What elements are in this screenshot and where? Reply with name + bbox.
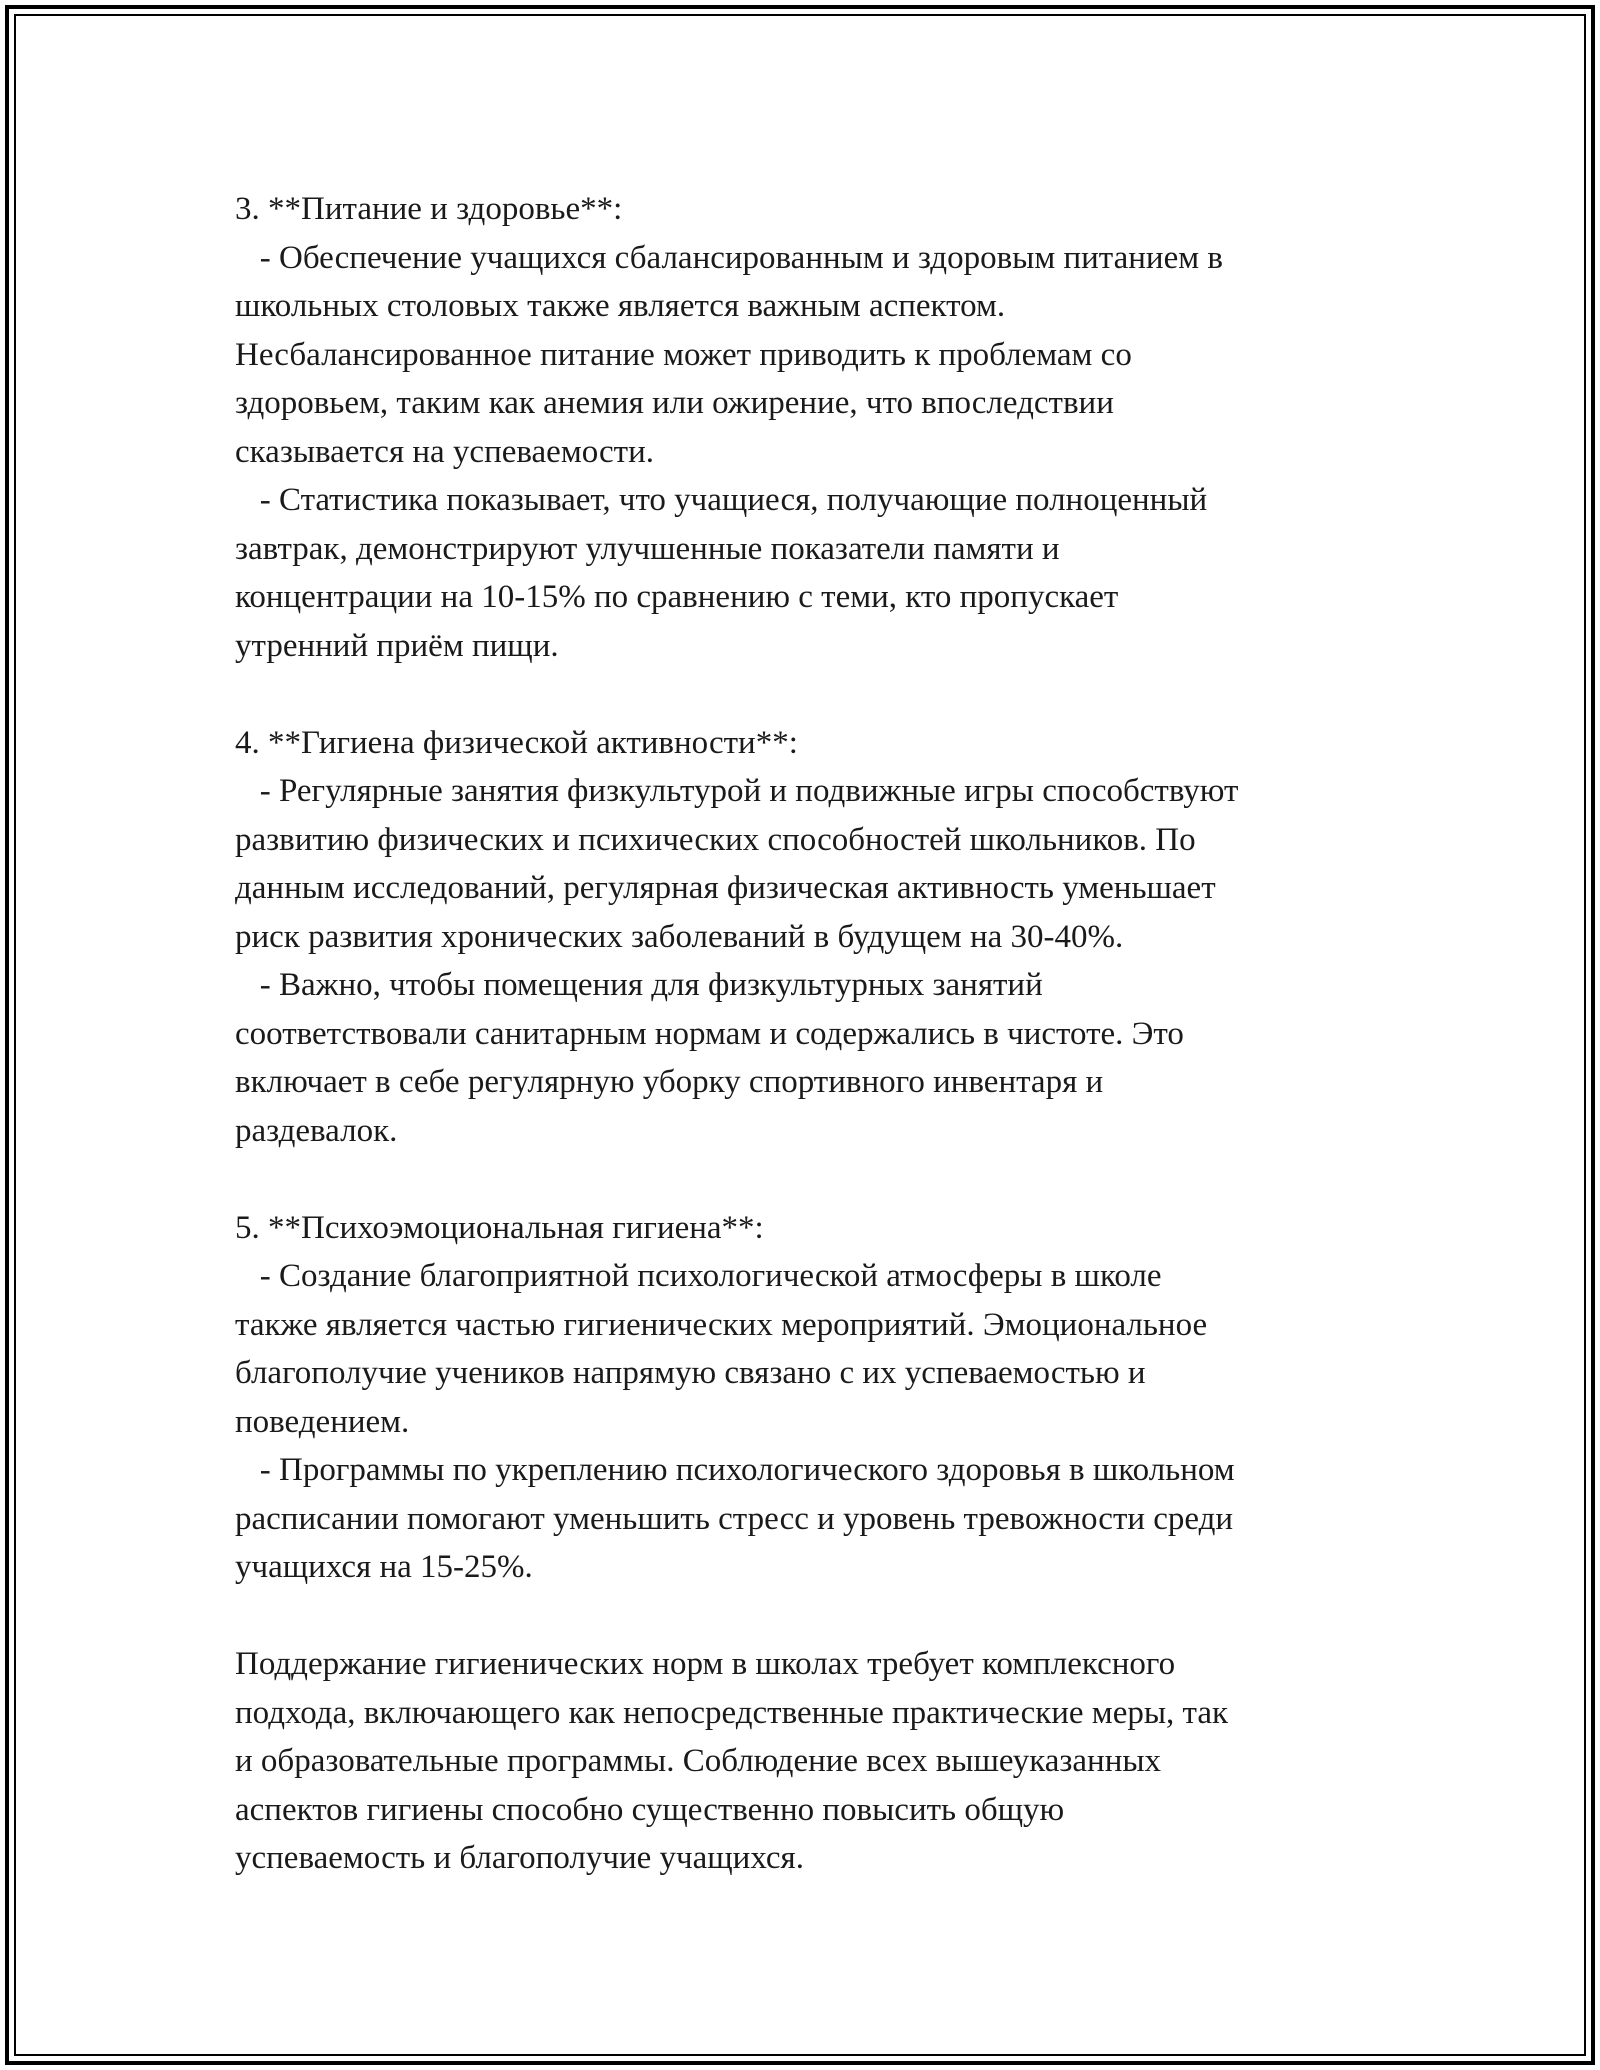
document-body: [235, 185, 1365, 1883]
paragraph-line: - Регулярные занятия физкультурой и подвижные игры способствуют: [235, 773, 1239, 809]
section-nutrition: [235, 185, 1365, 670]
paragraph-line: учащихся на 15-25%.: [235, 1549, 533, 1585]
paragraph-line: сказывается на успеваемости.: [235, 433, 655, 470]
paragraph-line: аспектов гигиены способно существенно повысить общую: [235, 1791, 1065, 1828]
paragraph-line: данным исследований, регулярная физическая активность уменьшает: [235, 870, 1216, 906]
paragraph-line: школьных столовых также является важным аспектом.: [235, 288, 1006, 324]
paragraph-line: - Важно, чтобы помещения для физкультурных занятий: [235, 967, 1043, 1003]
paragraph-line: раздевалок.: [235, 1112, 398, 1149]
section-heading: 4. **Гигиена физической активности**:: [235, 724, 798, 761]
section-heading: 3. **Питание и здоровье**:: [235, 191, 623, 227]
paragraph-line: концентрации на 10-15% по сравнению с теми, кто пропускает: [235, 579, 1119, 615]
paragraph-line: благополучие учеников напрямую связано с их успеваемостью и: [235, 1355, 1146, 1391]
paragraph-line: утренний приём пищи.: [235, 627, 559, 664]
paragraph-line: включает в себе регулярную уборку спортивного инвентаря и: [235, 1064, 1104, 1100]
paragraph-line: расписании помогают уменьшить стресс и уровень тревожности среди: [235, 1500, 1234, 1537]
section-spacer: [235, 1592, 1365, 1641]
section-spacer: [235, 1155, 1365, 1204]
paragraph-line: Несбалансированное питание может приводить к проблемам со: [235, 336, 1132, 373]
section-heading: 5. **Психоэмоциональная гигиена**:: [235, 1209, 764, 1246]
section-spacer: [235, 670, 1365, 719]
paragraph-line: поведением.: [235, 1403, 410, 1440]
paragraph-line: - Статистика показывает, что учащиеся, получающие полноценный: [235, 482, 1208, 518]
paragraph-line: подхода, включающего как непосредственные практические меры, так: [235, 1694, 1229, 1731]
paragraph-line: соответствовали санитарным нормам и содержались в чистоте. Это: [235, 1015, 1184, 1052]
paragraph-line: развитию физических и психических способностей школьников. По: [235, 821, 1196, 858]
paragraph-line: завтрак, демонстрируют улучшенные показатели памяти и: [235, 530, 1060, 567]
section-conclusion: [235, 1640, 1365, 1883]
paragraph-line: - Программы по укреплению психологического здоровья в школьном: [235, 1452, 1235, 1488]
paragraph-line: - Обеспечение учащихся сбалансированным и здоровым питанием в: [235, 239, 1223, 276]
section-psychoemotional: [235, 1204, 1365, 1592]
paragraph-line: - Создание благоприятной психологической атмосферы в школе: [235, 1258, 1162, 1294]
paragraph-line: также является частью гигиенических мероприятий. Эмоциональное: [235, 1306, 1208, 1343]
paragraph-line: и образовательные программы. Соблюдение всех вышеуказанных: [235, 1743, 1162, 1779]
paragraph-line: риск развития хронических заболеваний в будущем на 30-40%.: [235, 918, 1124, 955]
section-physical-activity: [235, 719, 1365, 1156]
paragraph-line: Поддержание гигиенических норм в школах требует комплексного: [235, 1646, 1176, 1682]
paragraph-line: здоровьем, таким как анемия или ожирение, что впоследствии: [235, 385, 1114, 421]
paragraph-line: успеваемость и благополучие учащихся.: [235, 1840, 804, 1876]
